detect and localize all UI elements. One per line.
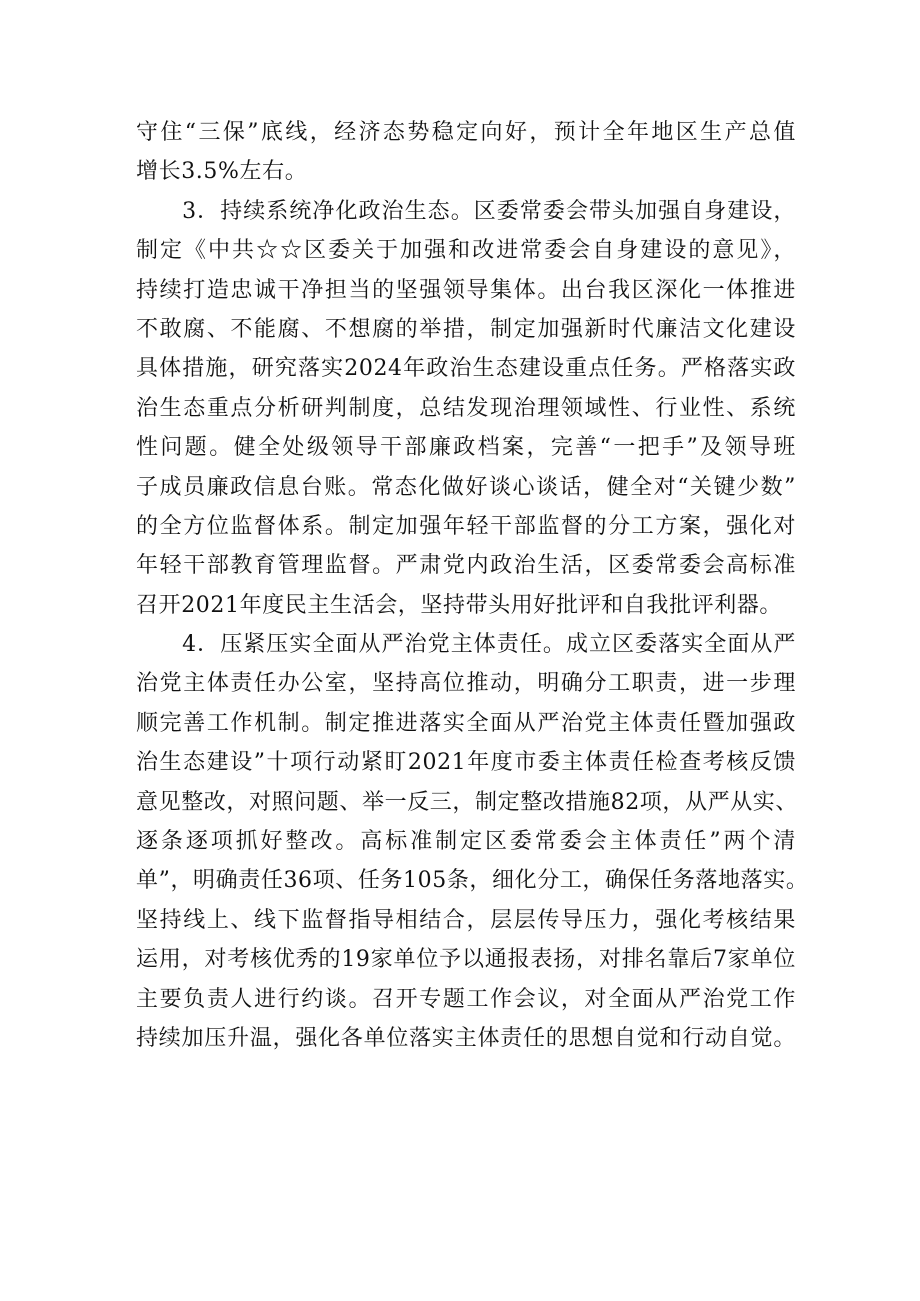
- text-line: 逐条逐项抓好整改。高标准制定区委常委会主体责任”两个清: [136, 829, 796, 855]
- text-line: 召开2021年度民主生活会，坚持带头用好批评和自我批评利器。: [136, 592, 782, 618]
- text-line: 守住“三保”底线，经济态势稳定向好，预计全年地区生产总值: [136, 120, 796, 145]
- text-line: 单”，明确责任36项、任务105条，细化分工，确保任务落地落实。: [136, 868, 809, 894]
- text-line: 主要负责人进行约谈。召开专题工作会议，对全面从严治党工作: [136, 986, 796, 1012]
- text-line: 的全方位监督体系。制定加强年轻干部监督的分工方案，强化对: [136, 513, 796, 539]
- text-line: 具体措施，研究落实2024年政治生态建设重点任务。严格落实政: [136, 356, 796, 382]
- text-line: 顺完善工作机制。制定推进落实全面从严治党主体责任暨加强政: [136, 710, 796, 736]
- text-line: 性问题。健全处级领导干部廉政档案，完善“一把手”及领导班: [136, 435, 796, 461]
- text-line: 治生态重点分析研判制度，总结发现治理领域性、行业性、系统: [136, 395, 796, 421]
- text-line: 治党主体责任办公室，坚持高位推动，明确分工职责，进一步理: [136, 671, 796, 697]
- text-line: 不敢腐、不能腐、不想腐的举措，制定加强新时代廉洁文化建设: [136, 316, 796, 342]
- text-line: 持续加压升温，强化各单位落实主体责任的思想自觉和行动自觉。: [136, 1025, 796, 1051]
- text-line: 增长3.5%左右。: [136, 159, 308, 185]
- text-line: 子成员廉政信息台账。常态化做好谈心谈话，健全对“关键少数”: [136, 474, 796, 500]
- text-line: 治生态建设”十项行动紧盯2021年度市委主体责任检查考核反馈: [136, 750, 796, 776]
- document-body: [136, 113, 809, 1058]
- text-line: 年轻干部教育管理监督。严肃党内政治生活，区委常委会高标准: [136, 553, 796, 579]
- text-line: 持续打造忠诚干净担当的坚强领导集体。出台我区深化一体推进: [136, 277, 796, 303]
- text-line: 坚持线上、线下监督指导相结合，层层传导压力，强化考核结果: [136, 907, 796, 933]
- text-line: 运用，对考核优秀的19家单位予以通报表扬，对排名靠后7家单位: [136, 947, 796, 973]
- text-line: 4．压紧压实全面从严治党主体责任。成立区委落实全面从严: [136, 632, 796, 658]
- text-line: 3．持续系统净化政治生态。区委常委会带头加强自身建设，: [136, 198, 796, 224]
- text-line: 意见整改，对照问题、举一反三，制定整改措施82项，从严从实、: [136, 789, 798, 815]
- text-line: 制定《中共☆☆区委关于加强和改进常委会自身建设的意见》，: [136, 238, 796, 264]
